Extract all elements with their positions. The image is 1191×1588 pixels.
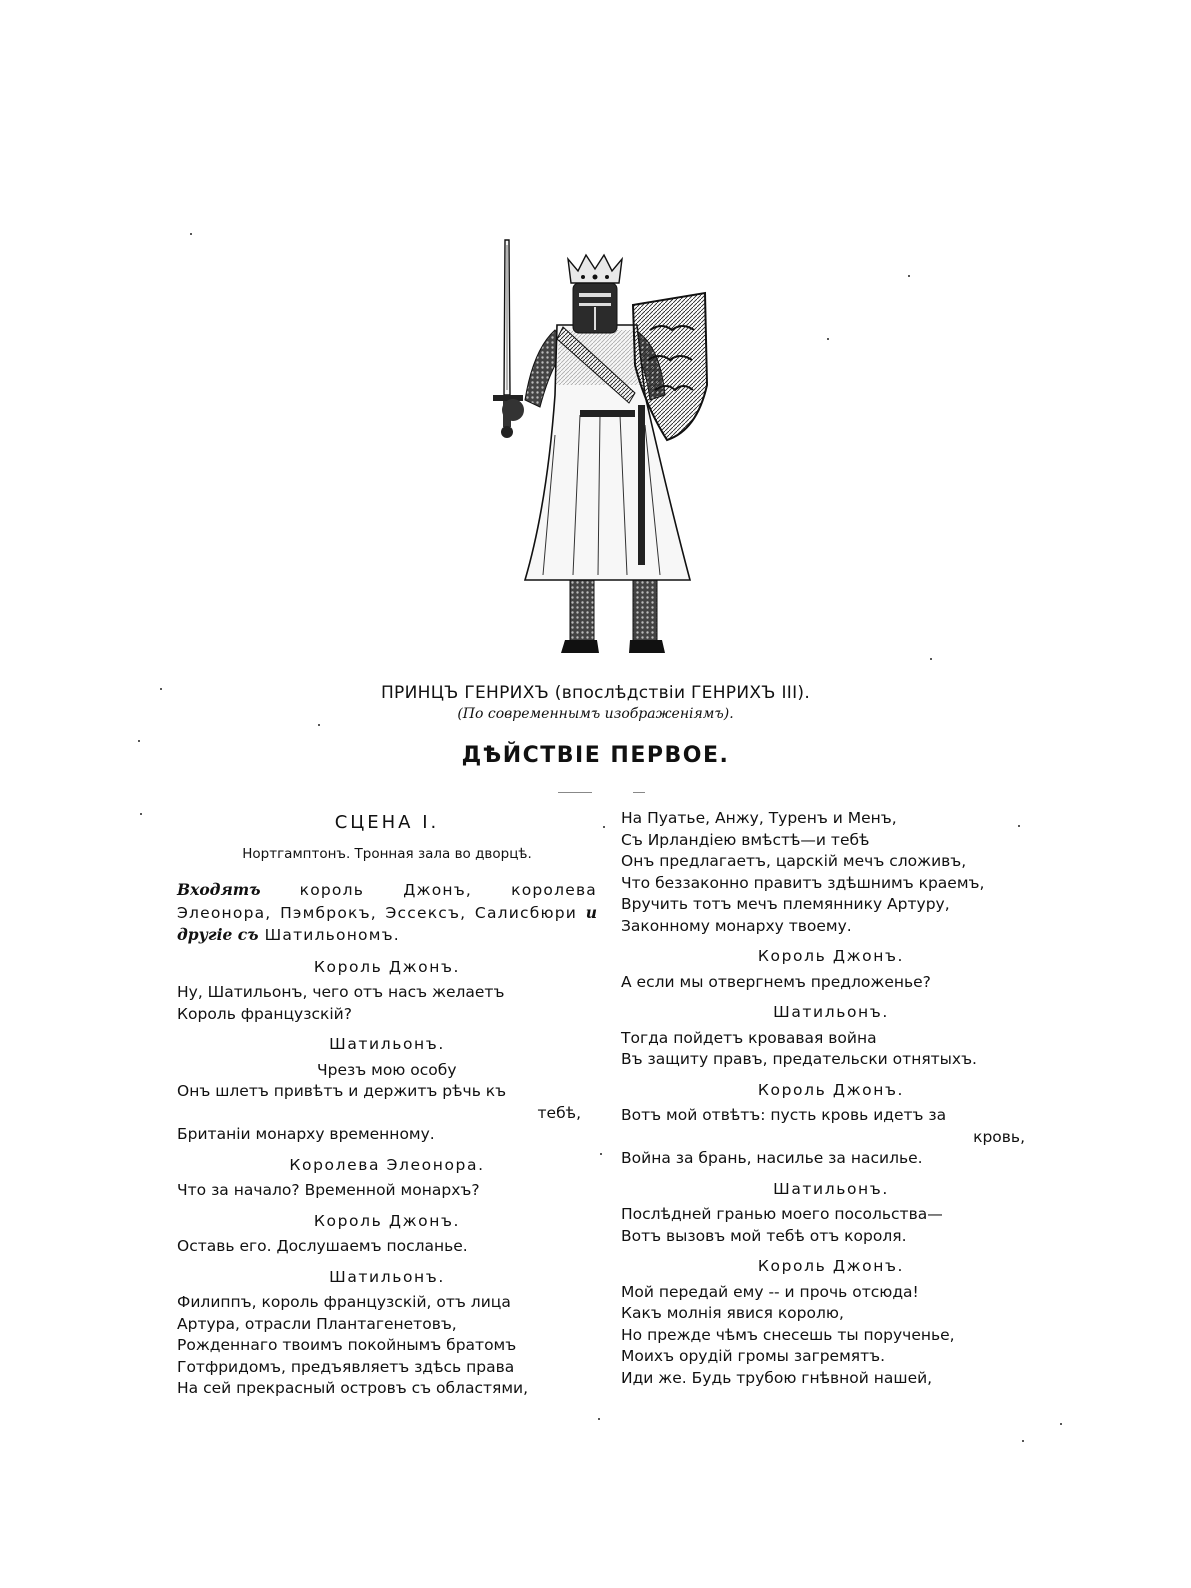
verse-line: Съ Ирландіею вмѣстѣ—и тебѣ — [621, 830, 870, 849]
verse-line: Въ защиту правъ, предательски отнятыхъ. — [621, 1050, 977, 1068]
right-column — [621, 808, 1041, 1389]
verse-line: Британіи монарху временному. — [177, 1125, 435, 1143]
stage-direction — [177, 879, 597, 947]
speaker-name: Король Джонъ. — [757, 1080, 905, 1099]
verse-line: На Пуатье, Анжу, Туренъ и Менъ, — [621, 809, 897, 827]
verse-line-continuation: кровь, — [973, 1127, 1025, 1146]
verse-line: Что беззаконно правитъ здѣшнимъ краемъ, — [621, 873, 985, 892]
print-speck — [318, 724, 320, 726]
verse-line: Моихъ орудій громы загремятъ. — [621, 1347, 886, 1365]
separator-rule — [558, 792, 592, 793]
stage-direction-lead: Входятъ — [177, 880, 261, 899]
verse-line: Король французскій? — [177, 1004, 352, 1023]
scene-heading: СЦЕНА I. — [334, 812, 440, 833]
illustration-caption-subtitle: (По современнымъ изображеніямъ). — [457, 706, 734, 722]
illustration-caption: ПРИНЦЪ ГЕНРИХЪ (впослѣдствіи ГЕНРИХЪ III). — [380, 683, 811, 703]
speaker-name: Королева Элеонора. — [289, 1155, 485, 1174]
speaker-name: Шатильонъ. — [773, 1003, 889, 1021]
verse-line: Онъ шлетъ привѣтъ и держитъ рѣчь къ — [177, 1082, 507, 1100]
speaker-name: Король Джонъ. — [313, 1211, 461, 1230]
verse-line: Послѣдней гранью моего посольства— — [621, 1205, 943, 1223]
verse-line: Готфридомъ, предъявляетъ здѣсь права — [177, 1357, 515, 1376]
speaker-name: Шатильонъ. — [329, 1035, 445, 1053]
speaker-name: Король Джонъ. — [757, 947, 905, 965]
verse-line: Что за начало? Временной монархъ? — [177, 1181, 480, 1199]
speaker-name: Король Джонъ. — [313, 957, 461, 976]
stage-direction-end: Шатильономъ. — [258, 926, 400, 944]
verse-line: Вотъ мой отвѣтъ: пусть кровь идетъ за — [621, 1106, 947, 1124]
verse-line: Филиппъ, король французскій, отъ лица — [177, 1293, 511, 1311]
print-speck — [190, 233, 192, 235]
knight-illustration — [485, 235, 710, 665]
left-column — [177, 808, 597, 1400]
print-speck — [598, 1418, 600, 1420]
print-speck — [930, 658, 932, 660]
verse-line: Мой передай ему -- и прочь отсюда! — [621, 1282, 919, 1301]
stage-direction-italic: и другіе съ — [177, 902, 597, 944]
verse-line: Вотъ вызовъ мой тебѣ отъ короля. — [621, 1226, 907, 1245]
scene-place: Нортгамптонъ. Тронная зала во дворцѣ. — [242, 845, 532, 862]
print-speck — [140, 813, 142, 815]
verse-line: Чрезъ мою особу — [317, 1060, 457, 1079]
verse-line: Онъ предлагаетъ, царскій мечъ сложивъ, — [621, 852, 967, 870]
speaker-name: Шатильонъ. — [773, 1179, 889, 1198]
print-speck — [827, 338, 829, 340]
act-title: ДѢЙСТВІЕ ПЕРВОЕ. — [461, 743, 730, 768]
verse-line-continuation: тебѣ, — [537, 1103, 581, 1122]
verse-line: Артура, отрасли Плантагенетовъ, — [177, 1314, 457, 1333]
speaker-name: Король Джонъ. — [757, 1257, 905, 1275]
print-speck — [138, 740, 140, 742]
verse-line: Ну, Шатильонъ, чего отъ насъ желаетъ — [177, 983, 505, 1001]
verse-line: Законному монарху твоему. — [621, 916, 852, 935]
print-speck — [1060, 1423, 1062, 1425]
verse-line: Но прежде чѣмъ снесешь ты порученье, — [621, 1325, 955, 1344]
verse-line: Какъ молнія явися королю, — [621, 1304, 844, 1322]
verse-line: Рожденнаго твоимъ покойнымъ братомъ — [177, 1336, 517, 1354]
verse-line: А если мы отвергнемъ предложенье? — [621, 972, 931, 991]
verse-line: На сей прекрасный островъ съ областями, — [177, 1379, 529, 1397]
separator-rule — [633, 792, 645, 793]
print-speck — [603, 826, 605, 828]
verse-line: Война за брань, насилье за насилье. — [621, 1149, 923, 1167]
verse-line: Иди же. Будь трубою гнѣвной нашей, — [621, 1368, 933, 1387]
verse-line: Вручить тотъ мечъ племяннику Артуру, — [621, 895, 950, 913]
print-speck — [908, 275, 910, 277]
stage-direction-main: король Джонъ, королева Элеонора, Пэмброкъ, Эссексъ, Салисбюри — [177, 881, 597, 922]
speaker-name: Шатильонъ. — [329, 1267, 445, 1286]
verse-line: Оставь его. Дослушаемъ посланье. — [177, 1237, 468, 1255]
print-speck — [1022, 1440, 1024, 1442]
print-speck — [600, 1153, 602, 1155]
verse-line: Тогда пойдетъ кровавая война — [621, 1028, 877, 1047]
